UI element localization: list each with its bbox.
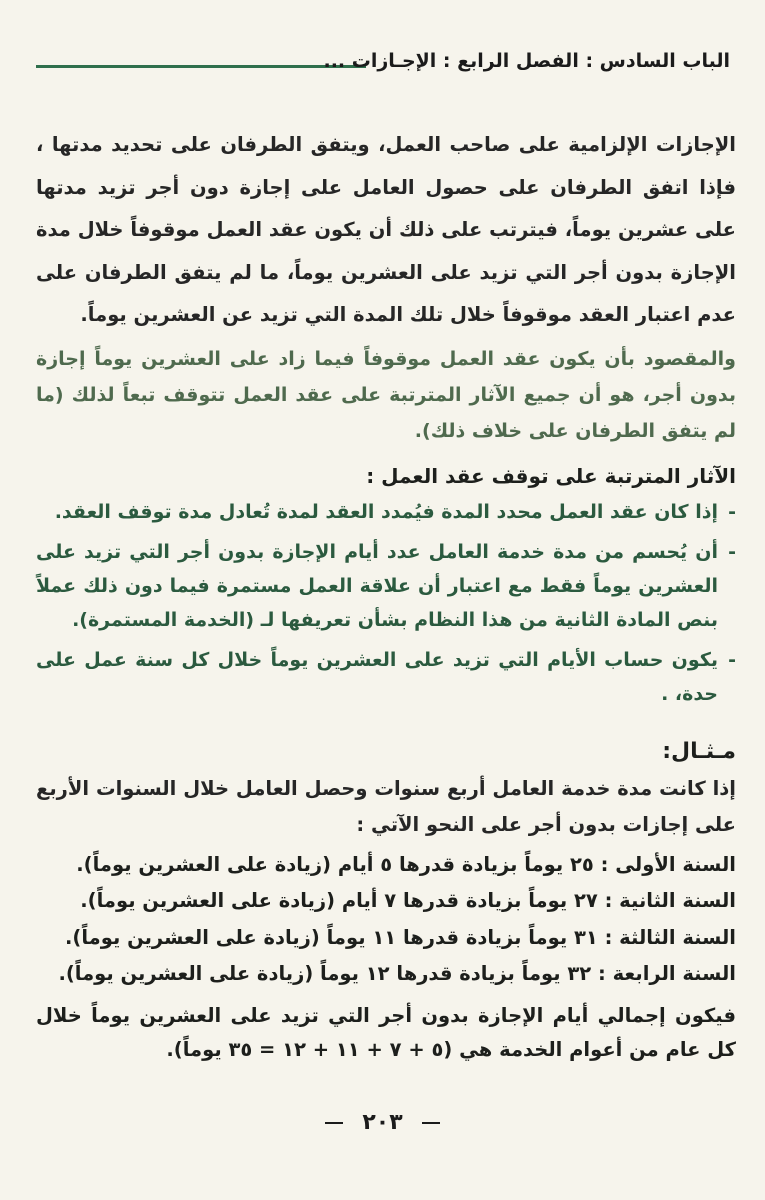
paragraph-1: الإجازات الإلزامية على صاحب العمل، ويتفق الطرفان على تحديد مدتها ، فإذا اتفق الطرفان على حصول العامل على إجازة دون أجر تزيد مدتها على عشرين يوماً، فيترتب على ذلك أن يكون عقد العمل موقوفاً خلال مدة الإجازة بدون أجر التي تزيد على العشرين يوماً، ما لم يتفق الطرفان على عدم اعتبار العقد موقوفاً خلال تلك المدة التي تزيد عن العشرين يوماً. [36, 133, 736, 326]
running-header [36, 50, 736, 80]
year-row: السنة الثالثة : ٣١ يوماً بزيادة قدرها ١١ يوماً (زيادة على العشرين يوماً). [65, 925, 736, 949]
paragraph-2: والمقصود بأن يكون عقد العمل موقوفاً فيما زاد على العشرين يوماً إجازة بدون أجر، هو أن جميع الآثار المترتبة على عقد العمل تتوقف تبعاً لذلك (ما لم يتفق الطرفان على خلاف ذلك). [36, 347, 736, 442]
dash-bullet: - [728, 648, 736, 671]
effects-list [36, 495, 736, 711]
list-item: - إذا كان عقد العمل محدد المدة فيُمدد العقد لمدة تُعادل مدة توقف العقد. [36, 495, 736, 529]
footer-dash-right [325, 1122, 343, 1124]
page-footer [0, 1110, 765, 1135]
example-intro: إذا كانت مدة خدمة العامل أربع سنوات وحصل العامل خلال السنوات الأربع على إجازات بدون أجر على النحو الآتي : [36, 776, 736, 836]
footer-dash-left [422, 1122, 440, 1124]
year-row: السنة الثانية : ٢٧ يوماً بزيادة قدرها ٧ أيام (زيادة على العشرين يوماً). [80, 889, 736, 912]
header-title: الباب السادس : الفصل الرابع : الإجـازات ... [323, 50, 730, 72]
years-list [36, 847, 736, 993]
header-rule [36, 65, 366, 68]
page-body [36, 124, 736, 1067]
dash-bullet: - [728, 500, 736, 523]
list-item: - يكون حساب الأيام التي تزيد على العشرين يوماً خلال كل سنة عمل على حدة، . [36, 643, 736, 711]
year-row: السنة الأولى : ٢٥ يوماً بزيادة قدرها ٥ أيام (زيادة على العشرين يوماً). [76, 852, 736, 876]
example-heading: مـثـال: [662, 738, 736, 764]
example-conclusion: فيكون إجمالي أيام الإجازة بدون أجر التي تزيد على العشرين يوماً خلال كل عام من أعوام الخدمة هي (٥ + ٧ + ١١ + ١٢ = ٣٥ يوماً). [36, 1003, 736, 1061]
year-row: السنة الرابعة : ٣٢ يوماً بزيادة قدرها ١٢ يوماً (زيادة على العشرين يوماً). [58, 962, 736, 985]
effects-heading: الآثار المترتبة على توقف عقد العمل : [366, 463, 736, 488]
page-number: ٢٠٣ [362, 1110, 403, 1135]
dash-bullet: - [728, 540, 736, 563]
list-item: - أن يُحسم من مدة خدمة العامل عدد أيام الإجازة بدون أجر التي تزيد على العشرين يوماً فقط مع اعتبار أن علاقة العمل مستمرة فيما دون ذلك عملاً بنص المادة الثانية من هذا النظام بشأن تعريفها لـ (الخدمة المستمرة). [36, 535, 736, 637]
